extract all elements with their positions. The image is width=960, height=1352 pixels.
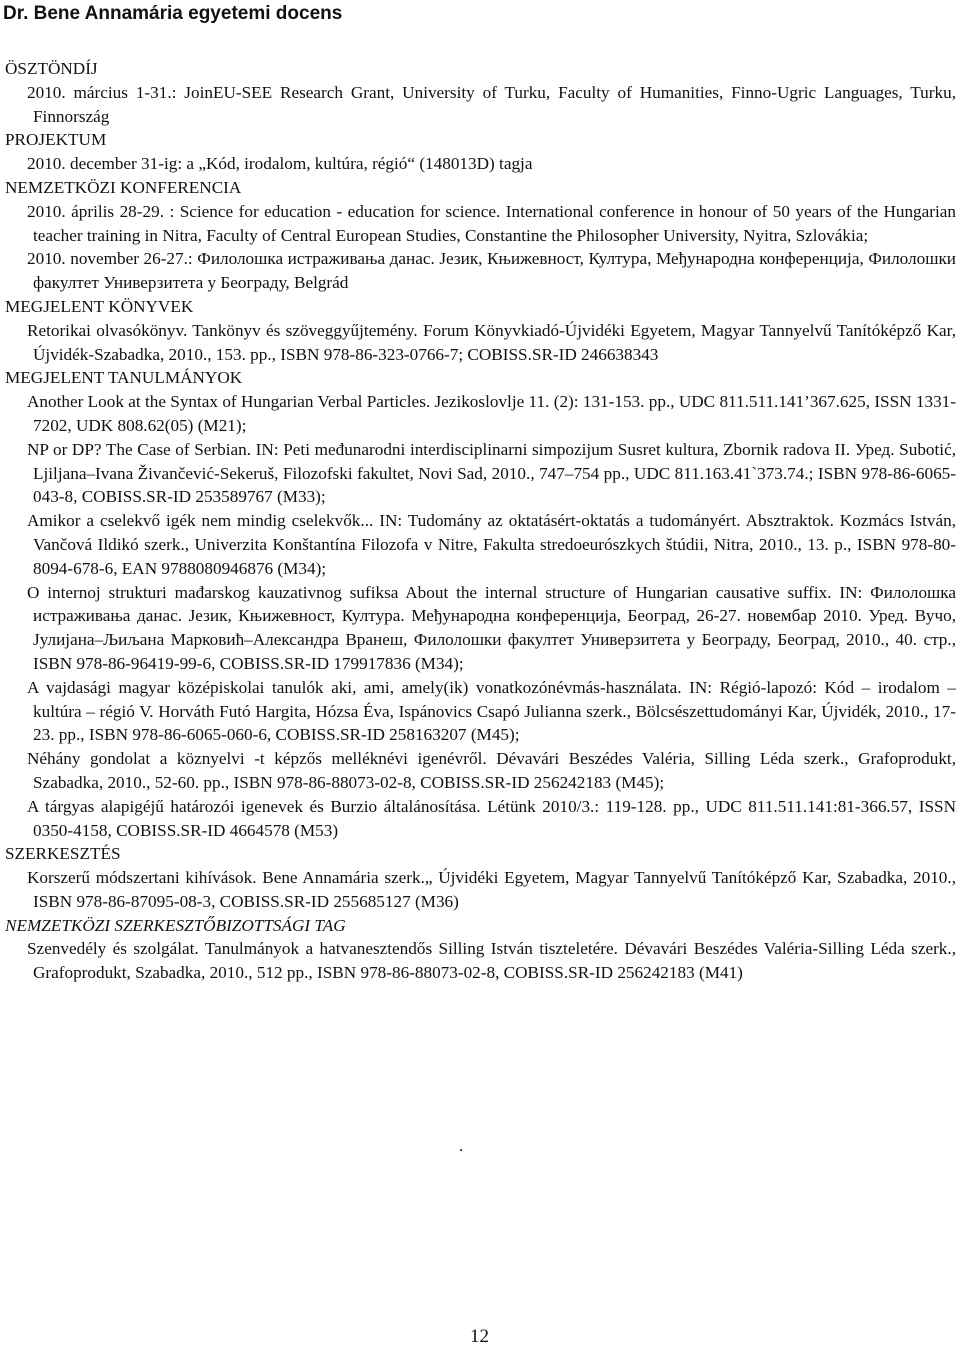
list-item bbox=[5, 438, 956, 509]
bullet-icon bbox=[0, 676, 27, 700]
list-item bbox=[5, 937, 956, 985]
bullet-icon bbox=[0, 937, 27, 961]
entry-text: A tárgyas alapigéjű határozói igenevek és Burzio általánosítása. Létünk 2010/3.: 119-128. pp., UDC 811.511.141:81-366.57, ISSN 0350-4158, COBISS.SR-ID 4664578 (M53) bbox=[27, 796, 956, 840]
list-item bbox=[5, 795, 956, 843]
list-item bbox=[5, 581, 956, 676]
bullet-icon bbox=[0, 747, 27, 771]
entry-text: Korszerű módszertani kihívások. Bene Annamária szerk.„ Újvidéki Egyetem, Magyar Tannyelvű Tanítóképző Kar, Szabadka, 2010., ISBN 978-86-87095-08-3, COBISS.SR-ID 255685127 (M36) bbox=[27, 868, 956, 911]
list-item bbox=[5, 81, 956, 129]
trailing-mark: . bbox=[459, 1136, 464, 1155]
section-heading: SZERKESZTÉS bbox=[5, 844, 121, 864]
section-heading: PROJEKTUM bbox=[5, 130, 107, 150]
list-item bbox=[5, 152, 956, 176]
bullet-icon bbox=[0, 438, 27, 462]
entry-text: 2010. december 31-ig: a „Kód, irodalom, kultúra, régió“ (148013D) tagja bbox=[27, 154, 533, 174]
entry-text: Szenvedély és szolgálat. Tanulmányok a hatvanesztendős Silling István tiszteletére. Dévavári Beszédes Valéria-Silling Léda szerk., Grafoprodukt, Szabadka, 2010., 512 pp., ISBN 978-86-88073-02-8, COBISS.SR-ID 256242183 (M41) bbox=[27, 939, 956, 983]
section-heading: NEMZETKÖZI SZERKESZTŐBIZOTTSÁGI TAG bbox=[5, 915, 346, 935]
page-title: Dr. Bene Annamária egyetemi docens bbox=[3, 3, 343, 24]
entry-text: 2010. április 28-29. : Science for education - education for science. International conference in honour of 50 years of the Hungarian teacher training in Nitra, Faculty of Central European Studies, Constantine the Philosopher University, Nyitra, Szlovákia; bbox=[27, 201, 956, 245]
bullet-icon bbox=[0, 200, 27, 224]
bullet-icon bbox=[0, 509, 27, 533]
section-heading: MEGJELENT TANULMÁNYOK bbox=[5, 368, 243, 388]
entry-text: 2010. március 1-31.: JoinEU-SEE Research Grant, University of Turku, Faculty of Humanities, Finno-Ugric Languages, Turku, Finnország bbox=[27, 82, 956, 126]
entry-text: Another Look at the Syntax of Hungarian Verbal Particles. Jezikoslovlje 11. (2): 131-153. pp., UDC 811.511.141’367.625, ISSN 1331-7202, UDK 808.62(05) (M21); bbox=[27, 392, 956, 435]
bullet-icon bbox=[0, 866, 27, 890]
bullet-icon bbox=[0, 390, 27, 414]
list-item bbox=[5, 200, 956, 248]
page-number: 12 bbox=[470, 1326, 489, 1347]
bullet-icon bbox=[0, 581, 27, 605]
entry-text: Néhány gondolat a köznyelvi -t képzős melléknévi igenévről. Dévavári Beszédes Valéria, Silling Léda szerk., Grafoprodukt, Szabadka, 2010., 52-60. pp., ISBN 978-86-88073-02-8, COBISS.SR-ID 256242183 (M45); bbox=[27, 749, 956, 792]
bullet-icon bbox=[0, 247, 27, 271]
list-item bbox=[5, 747, 956, 795]
list-item bbox=[5, 509, 956, 580]
list-item bbox=[5, 247, 956, 295]
bullet-icon bbox=[0, 152, 27, 176]
entry-text: 2010. november 26-27.: Филолошка истраживања данас. Језик, Књижевност, Култура, Међународна конференција, Филолошки факултет Универзитета у Београду, Belgrád bbox=[27, 249, 956, 293]
bullet-icon bbox=[0, 795, 27, 819]
entry-text: A vajdasági magyar középiskolai tanulók aki, ami, amely(ik) vonatkozónévmás-használata. IN: Régió-lapozó: Kód – irodalom – kultúra – régió V. Horváth Futó Hargita, Hózsa Éva, Ispánovics Csapó Julianna szerk., Bölcsészettudományi Kar, Újvidék, 2010., 17-23. pp., ISBN 978-86-6065-060-6, COBISS.SR-ID 258163207 (M45); bbox=[27, 677, 956, 745]
list-item bbox=[5, 390, 956, 438]
bullet-icon bbox=[0, 81, 27, 105]
list-item bbox=[5, 319, 956, 367]
entry-text: Retorikai olvasókönyv. Tankönyv és szöveggyűjtemény. Forum Könyvkiadó-Újvidéki Egyetem, Magyar Tannyelvű Tanítóképző Kar, Újvidék-Szabadka, 2010., 153. pp., ISBN 978-86-323-0766-7; COBISS.SR-ID 246638343 bbox=[27, 320, 956, 364]
section-heading: ÖSZTÖNDÍJ bbox=[5, 59, 98, 78]
bullet-icon bbox=[0, 319, 27, 343]
section-heading: MEGJELENT KÖNYVEK bbox=[5, 296, 194, 316]
entry-text: O internoj strukturi mađarskog kauzativnog sufiksa About the internal structure of Hungarian causative suffix. IN: Филолошка истраживања данас. Језик, Књижевност, Култура. Међународна конференција, Београд, 26-27. новембар 2010. Уред. Вучо, Јулијана–Љиљана Марковић–Александра Вранеш, Филолошки факултет Универзитета у Београду, Београд, 2010., 40. стр., ISBN 978-86-96419-99-6, COBISS.SR-ID 179917836 (M34); bbox=[27, 582, 956, 673]
section-heading: NEMZETKÖZI KONFERENCIA bbox=[5, 177, 242, 197]
list-item bbox=[5, 676, 956, 747]
entry-text: Amikor a cselekvő igék nem mindig cselekvők... IN: Tudomány az oktatásért-oktatás a tudományért. Absztraktok. Kozmács István, Vančová Ildikó szerk., Univerzita Konštantína Filozofa v Nitre, Fakulta stredoeurószkych štúdii, Nitra, 2010., 13. p., ISBN 978-80-8094-678-6, EAN 9788080946876 (M34); bbox=[27, 511, 956, 578]
list-item bbox=[5, 866, 956, 914]
entry-text: NP or DP? The Case of Serbian. IN: Peti međunarodni interdisciplinarni simpozijum Susret kultura, Zbornik radova II. Уред. Subotić, Ljiljana–Ivana Živančević-Sekeruš, Filozofski fakultet, Novi Sad, 2010., 747–754 pp., UDC 811.163.41`373.74.; ISBN 978-86-6065-043-8, COBISS.SR-ID 253589767 (M33); bbox=[27, 439, 956, 507]
document-body bbox=[5, 57, 956, 985]
